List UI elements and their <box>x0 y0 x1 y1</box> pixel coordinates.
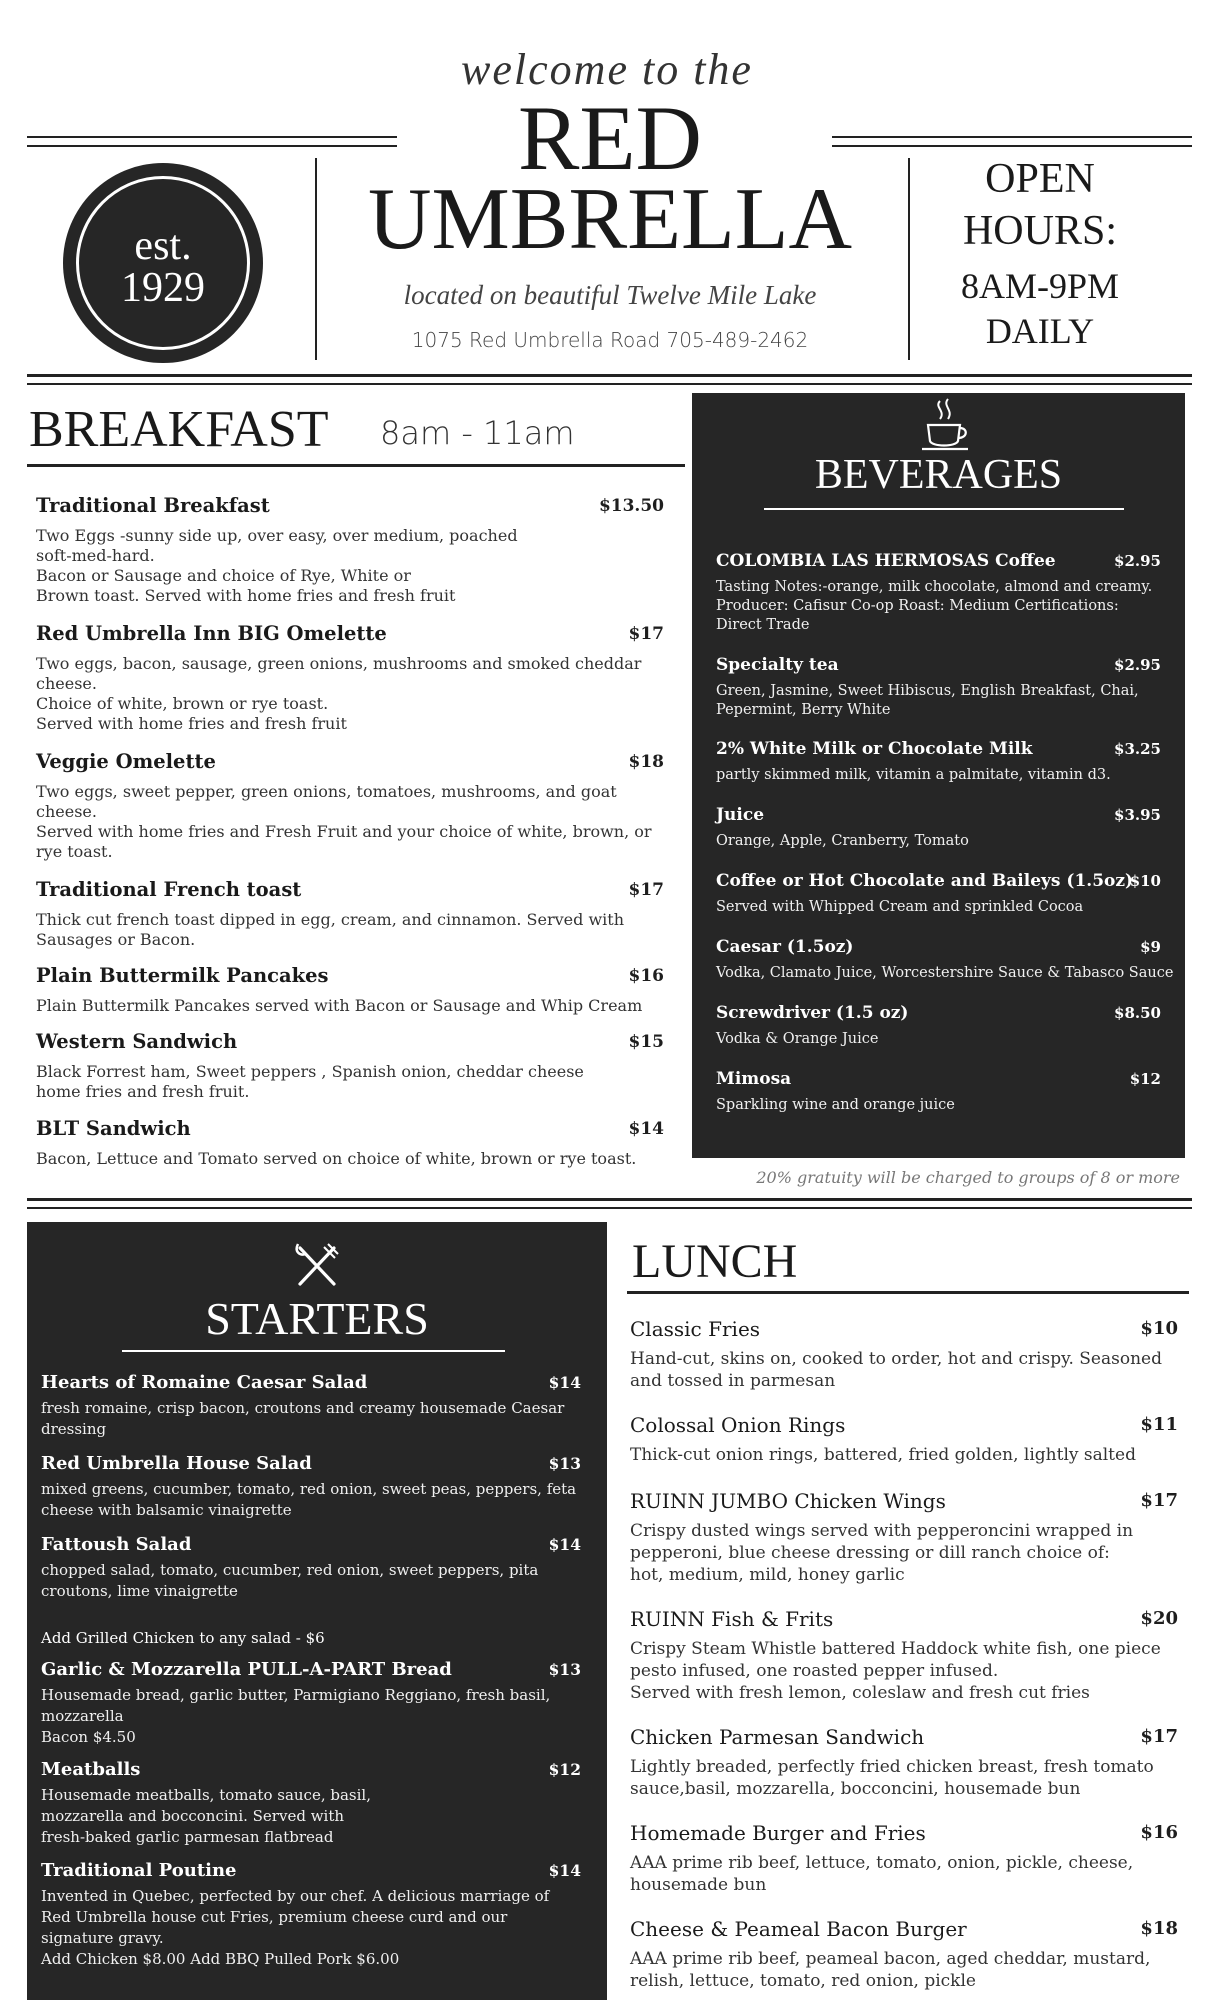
hours-label-line2: HOURS: <box>962 208 1118 254</box>
description-line: mozzarella and bocconcini. Served with <box>41 1807 345 1825</box>
description-line: fresh romaine, crisp bacon, croutons and creamy housemade Caesar <box>41 1399 565 1417</box>
description-line: Two eggs, bacon, sausage, green onions, mushrooms and smoked cheddar <box>36 654 642 673</box>
description-line: cheese. <box>36 674 97 693</box>
description-line: chopped salad, tomato, cucumber, red onion, sweet peppers, pita <box>41 1561 539 1579</box>
menu-item <box>716 868 1161 917</box>
menu-item <box>36 621 664 734</box>
menu-item-name: Colossal Onion Rings <box>630 1413 846 1437</box>
description-line: fresh-baked garlic parmesan flatbread <box>41 1828 334 1846</box>
menu-item-price: $9 <box>1140 938 1161 956</box>
menu-item-price: $14 <box>548 1861 581 1880</box>
menu-item-price: $14 <box>548 1373 581 1392</box>
beverages-panel <box>692 393 1185 1158</box>
menu-item <box>716 802 1161 851</box>
menu-item-description <box>36 526 664 606</box>
menu-item-description <box>630 1852 1178 1896</box>
menu-item-name: Traditional Poutine <box>41 1860 237 1881</box>
menu-item-name: Western Sandwich <box>36 1030 238 1053</box>
menu-item-description <box>630 1520 1178 1586</box>
menu-item-name: Fattoush Salad <box>41 1534 192 1555</box>
menu-item-name: Mimosa <box>716 1069 792 1089</box>
menu-item-price: $12 <box>1129 1070 1161 1088</box>
menu-item-name: Red Umbrella House Salad <box>41 1453 312 1474</box>
menu-item-name: Veggie Omelette <box>36 750 216 773</box>
description-line: Served with Whipped Cream and sprinkled Cocoa <box>716 899 1084 915</box>
menu-item-description <box>41 1479 581 1521</box>
menu-item <box>716 1000 1161 1049</box>
description-line: Plain Buttermilk Pancakes served with Bacon or Sausage and Whip Cream <box>36 996 643 1015</box>
description-line: croutons, lime vinaigrette <box>41 1582 238 1600</box>
description-line: mozzarella <box>41 1707 124 1725</box>
description-line: Producer: Cafisur Co-op Roast: Medium Certifications: <box>716 598 1119 614</box>
menu-item-description <box>36 782 664 862</box>
breakfast-title-rule <box>27 464 685 467</box>
description-line: Thick cut french toast dipped in egg, cream, and cinnamon. Served with <box>36 910 625 929</box>
description-line: partly skimmed milk, vitamin a palmitate, vitamin d3. <box>716 767 1111 783</box>
menu-item-name: Meatballs <box>41 1759 141 1780</box>
header-divider-right <box>908 158 910 360</box>
description-line: Served with fresh lemon, coleslaw and fresh cut fries <box>630 1683 1090 1703</box>
description-line: signature gravy. <box>41 1929 164 1947</box>
description-line: Add Chicken $8.00 Add BBQ Pulled Pork $6.00 <box>41 1950 400 1968</box>
menu-item <box>36 877 664 950</box>
description-line: pepperoni, blue cheese dressing or dill ranch choice of: <box>630 1543 1110 1563</box>
menu-item-price: $16 <box>628 966 664 986</box>
menu-item <box>36 963 664 1016</box>
description-line: housemade bun <box>630 1875 767 1895</box>
description-line: cheese. <box>36 802 97 821</box>
menu-item-description <box>630 1756 1178 1800</box>
hours-days: DAILY <box>985 311 1095 351</box>
restaurant-title-line1: RED <box>518 87 702 189</box>
beverages-title-underline <box>764 508 1124 510</box>
menu-item-name: Specialty tea <box>716 655 839 675</box>
description-line: Sparkling wine and orange juice <box>716 1097 955 1113</box>
menu-item-price: $13 <box>548 1660 581 1679</box>
menu-item-price: $10 <box>1140 1318 1178 1339</box>
menu-item-description <box>36 1062 664 1102</box>
description-line: and tossed in parmesan <box>630 1371 836 1391</box>
description-line: Bacon or Sausage and choice of Rye, White or <box>36 566 411 585</box>
description-line: Housemade bread, garlic butter, Parmigiano Reggiano, fresh basil, <box>41 1686 551 1704</box>
menu-item <box>41 1657 581 1748</box>
description-line: sauce,basil, mozzarella, bocconcini, housemade bun <box>630 1779 1081 1799</box>
welcome-text: welcome to the <box>461 45 753 94</box>
description-line: Red Umbrella house cut Fries, premium cheese curd and our <box>41 1908 508 1926</box>
mid-rule-2 <box>27 1207 1192 1209</box>
menu-item <box>630 1316 1178 1392</box>
description-line: Black Forrest ham, Sweet peppers , Spanish onion, cheddar cheese <box>36 1062 584 1081</box>
starters-title-underline <box>122 1350 505 1352</box>
description-line: Thick-cut onion rings, battered, fried golden, lightly salted <box>630 1445 1136 1465</box>
description-line: pesto infused, one roasted pepper infused. <box>630 1661 999 1681</box>
description-line: Vodka, Clamato Juice, Worcestershire Sauce & Tabasco Sauce <box>716 965 1174 981</box>
menu-item <box>41 1370 581 1440</box>
breakfast-hours: 8am - 11am <box>380 414 575 452</box>
menu-item <box>41 1451 581 1521</box>
menu-item-price: $10 <box>1129 872 1161 890</box>
description-line: Choice of white, brown or rye toast. <box>36 694 329 713</box>
description-line: Housemade meatballs, tomato sauce, basil, <box>41 1786 371 1804</box>
menu-item <box>630 1606 1178 1704</box>
menu-item-price: $17 <box>1140 1490 1178 1511</box>
menu-item-price: $17 <box>1140 1726 1178 1747</box>
menu-item <box>716 652 1161 720</box>
menu-item-description <box>716 898 1161 917</box>
menu-item <box>716 1066 1161 1115</box>
menu-item-description <box>41 1886 581 1970</box>
menu-item-description <box>36 654 664 734</box>
menu-item <box>630 1488 1178 1586</box>
description-line: cheese with balsamic vinaigrette <box>41 1501 292 1519</box>
est-label: est. <box>134 223 192 269</box>
menu-item-name: 2% White Milk or Chocolate Milk <box>716 739 1033 759</box>
menu-item-name: Coffee or Hot Chocolate and Baileys (1.5oz) <box>716 871 1134 891</box>
gratuity-note: 20% gratuity will be charged to groups of 8 or more <box>756 1168 1180 1187</box>
description-line: Two Eggs -sunny side up, over easy, over medium, poached <box>36 526 518 545</box>
description-line: dressing <box>41 1420 107 1438</box>
menu-item-name: Garlic & Mozzarella PULL-A-PART Bread <box>41 1659 452 1680</box>
est-year: 1929 <box>121 265 205 311</box>
restaurant-title-line2: UMBRELLA <box>368 171 852 268</box>
description-line: Served with home fries and fresh fruit <box>36 714 347 733</box>
menu-item <box>630 1820 1178 1896</box>
menu-item-description <box>716 1096 1161 1115</box>
menu-item <box>41 1532 581 1602</box>
tagline: located on beautiful Twelve Mile Lake <box>403 280 817 310</box>
menu-item-price: $20 <box>1140 1608 1178 1629</box>
starters-panel <box>27 1222 607 2000</box>
menu-item-description <box>716 578 1161 635</box>
menu-item-description <box>630 1348 1178 1392</box>
description-line: Bacon $4.50 <box>41 1728 136 1746</box>
menu-item-name: Classic Fries <box>630 1317 761 1341</box>
menu-item-name: Hearts of Romaine Caesar Salad <box>41 1372 368 1393</box>
lunch-title-rule <box>627 1291 1189 1294</box>
menu-item-description <box>716 682 1161 720</box>
menu-item-name: Traditional Breakfast <box>36 494 270 517</box>
breakfast-title: BREAKFAST <box>29 401 329 458</box>
menu-item-description <box>36 996 664 1016</box>
description-line: hot, medium, mild, honey garlic <box>630 1565 905 1585</box>
description-line: Crispy Steam Whistle battered Haddock white fish, one piece <box>630 1639 1161 1659</box>
menu-item-description <box>716 964 1174 983</box>
menu-item <box>36 1029 664 1102</box>
description-line: Green, Jasmine, Sweet Hibiscus, English Breakfast, Chai, <box>716 683 1139 699</box>
menu-item-price: $18 <box>1140 1918 1178 1939</box>
description-line: Pepermint, Berry White <box>716 702 891 718</box>
hours-time: 8AM-9PM <box>960 266 1120 306</box>
description-line: Sausages or Bacon. <box>36 930 196 949</box>
menu-item <box>41 1858 581 1970</box>
description-line: soft-med-hard. <box>36 546 155 565</box>
menu-item-description <box>41 1560 581 1602</box>
menu-item-name: RUINN Fish & Frits <box>630 1607 834 1631</box>
description-line: mixed greens, cucumber, tomato, red onion, sweet peas, peppers, feta <box>41 1480 577 1498</box>
description-line: Invented in Quebec, perfected by our chef. A delicious marriage of <box>41 1887 550 1905</box>
menu-item-price: $14 <box>628 1119 664 1139</box>
menu-item-description <box>716 832 1161 851</box>
menu-item-name: Traditional French toast <box>36 878 302 901</box>
menu-item-description <box>41 1398 581 1440</box>
menu-item-price: $13.50 <box>598 496 664 516</box>
description-line: Served with home fries and Fresh Fruit and your choice of white, brown, or <box>36 822 652 841</box>
coffee-cup-icon <box>920 397 972 455</box>
description-line: Direct Trade <box>716 617 810 633</box>
description-line: Lightly breaded, perfectly fried chicken breast, fresh tomato <box>630 1757 1154 1777</box>
est-badge <box>63 163 263 363</box>
menu-item-price: $3.95 <box>1114 806 1161 824</box>
menu-item-description <box>41 1685 581 1748</box>
menu-item-price: $15 <box>628 1032 664 1052</box>
menu-item-price: $3.25 <box>1114 740 1161 758</box>
mid-rule-1 <box>27 1198 1192 1201</box>
menu-item-price: $13 <box>548 1454 581 1473</box>
hours-label-line1: OPEN <box>985 156 1095 202</box>
description-line: rye toast. <box>36 842 113 861</box>
menu-item-name: Screwdriver (1.5 oz) <box>716 1003 909 1023</box>
description-line: AAA prime rib beef, peameal bacon, aged cheddar, mustard, <box>630 1949 1151 1969</box>
menu-item-price: $2.95 <box>1114 552 1161 570</box>
lunch-title: LUNCH <box>632 1235 798 1288</box>
menu-item <box>36 749 664 862</box>
menu-item-name: Homemade Burger and Fries <box>630 1821 926 1845</box>
header-bottom-rule-1 <box>27 374 1192 377</box>
description-line: Two eggs, sweet pepper, green onions, tomatoes, mushrooms, and goat <box>36 782 617 801</box>
menu-item <box>716 736 1161 785</box>
menu-item-description <box>41 1785 581 1848</box>
menu-item-price: $11 <box>1140 1414 1178 1435</box>
description-line: Crispy dusted wings served with pepperoncini wrapped in <box>630 1521 1134 1541</box>
menu-item-price: $17 <box>628 624 664 644</box>
menu-item-name: Caesar (1.5oz) <box>716 937 854 957</box>
menu-item-price: $8.50 <box>1114 1004 1161 1022</box>
menu-item-name: Juice <box>716 805 765 825</box>
salad-addon-note: Add Grilled Chicken to any salad - $6 <box>41 1629 325 1647</box>
description-line: Brown toast. Served with home fries and fresh fruit <box>36 586 456 605</box>
menu-item-price: $16 <box>1140 1822 1178 1843</box>
menu-item <box>630 1916 1178 1992</box>
address-phone: 1075 Red Umbrella Road 705-489-2462 <box>411 328 809 352</box>
menu-item-name: Cheese & Peameal Bacon Burger <box>630 1917 967 1941</box>
menu-item <box>41 1757 581 1848</box>
menu-item-price: $17 <box>628 880 664 900</box>
menu-item-name: BLT Sandwich <box>36 1117 191 1140</box>
description-line: Orange, Apple, Cranberry, Tomato <box>716 833 969 849</box>
description-line: Vodka & Orange Juice <box>716 1031 879 1047</box>
header-divider-left <box>315 158 317 360</box>
menu-item <box>36 493 664 606</box>
menu-item-description <box>630 1444 1178 1466</box>
menu-item-name: Red Umbrella Inn BIG Omelette <box>36 622 387 645</box>
menu-item <box>36 1116 664 1169</box>
menu-item-price: $2.95 <box>1114 656 1161 674</box>
description-line: Bacon, Lettuce and Tomato served on choice of white, brown or rye toast. <box>36 1149 637 1168</box>
menu-item-description <box>716 766 1161 785</box>
menu-item-description <box>630 1948 1178 1992</box>
menu-item-name: RUINN JUMBO Chicken Wings <box>630 1489 946 1513</box>
description-line: home fries and fresh fruit. <box>36 1082 250 1101</box>
menu-item-description <box>36 910 664 950</box>
description-line: relish, lettuce, tomato, red onion, pickle <box>630 1971 976 1991</box>
menu-item <box>630 1724 1178 1800</box>
menu-item-description <box>716 1030 1161 1049</box>
beverages-title: BEVERAGES <box>814 452 1063 498</box>
menu-item-price: $18 <box>628 752 664 772</box>
fork-knife-icon <box>294 1242 340 1288</box>
menu-item-price: $12 <box>548 1760 581 1779</box>
menu-item <box>716 934 1174 983</box>
menu-item-description <box>36 1149 664 1169</box>
menu-item-price: $14 <box>548 1535 581 1554</box>
header-bottom-rule-2 <box>27 383 1192 385</box>
menu-item-name: COLOMBIA LAS HERMOSAS Coffee <box>716 551 1056 571</box>
menu-item-name: Chicken Parmesan Sandwich <box>630 1725 925 1749</box>
description-line: Tasting Notes:-orange, milk chocolate, almond and creamy. <box>716 579 1153 595</box>
starters-title: STARTERS <box>205 1293 429 1344</box>
description-line: AAA prime rib beef, lettuce, tomato, onion, pickle, cheese, <box>630 1853 1134 1873</box>
description-line: Hand-cut, skins on, cooked to order, hot and crispy. Seasoned <box>630 1349 1162 1369</box>
menu-item <box>630 1412 1178 1466</box>
menu-item-description <box>630 1638 1178 1704</box>
menu-item-name: Plain Buttermilk Pancakes <box>36 964 329 987</box>
menu-item <box>716 548 1161 635</box>
